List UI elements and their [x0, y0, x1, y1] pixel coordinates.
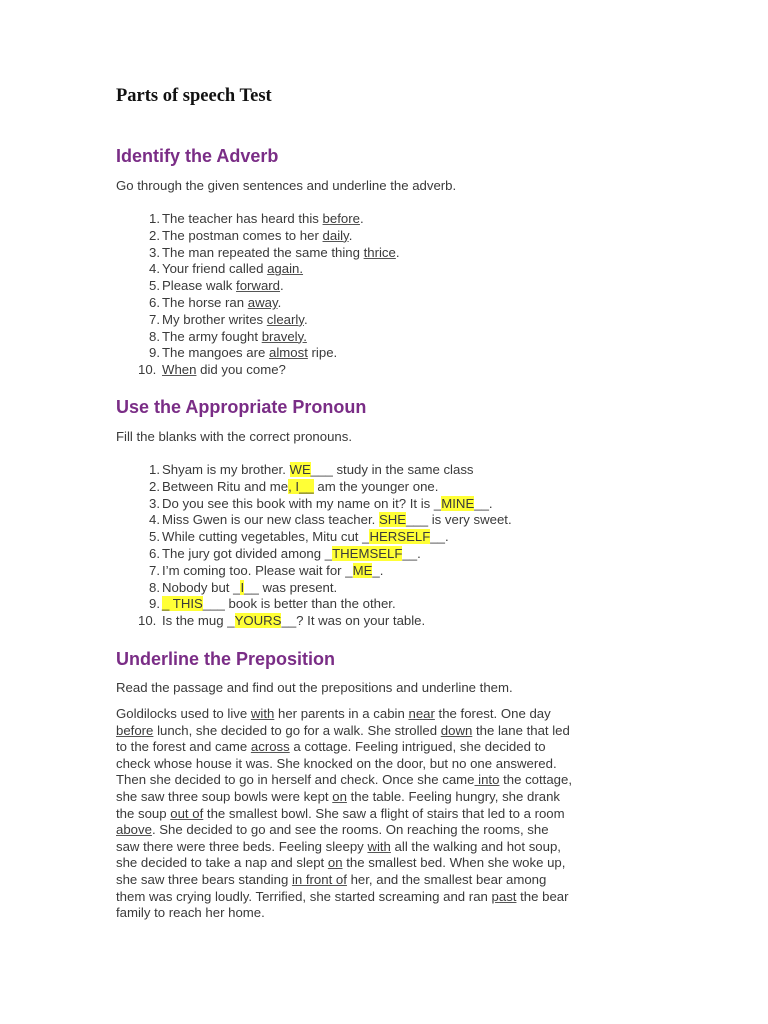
- passage-text: lunch, she decided to go for a walk. She strolled: [153, 722, 441, 738]
- underlined-preposition: on: [332, 788, 347, 804]
- passage-line: [116, 789, 656, 806]
- passage-text: the smallest bed. When she woke up,: [342, 855, 566, 871]
- sentence-text: I’m coming too. Please wait for _: [162, 562, 353, 578]
- underlined-preposition: above: [116, 822, 152, 838]
- sentence-text: ripe.: [307, 345, 338, 361]
- underlined-preposition: near: [408, 706, 435, 721]
- underlined-adverb: bravely.: [261, 328, 307, 344]
- underlined-adverb: away: [247, 294, 278, 310]
- sentence-text: .: [348, 227, 353, 243]
- adverb-instruction: Go through the given sentences and underline the adverb.: [116, 178, 457, 193]
- passage-text: the cottage,: [499, 772, 573, 788]
- passage-text: to the forest and came: [116, 739, 251, 755]
- passage-line: [116, 772, 656, 789]
- heading-appropriate-pronoun: Use the Appropriate Pronoun: [116, 397, 367, 417]
- item-number: 10.: [138, 362, 157, 378]
- underlined-adverb: When: [162, 362, 197, 378]
- sentence-text: _.: [372, 562, 384, 578]
- item-number: 7.: [149, 562, 160, 578]
- passage-text: Goldilocks used to live: [116, 706, 251, 721]
- underlined-adverb: almost: [269, 345, 308, 361]
- list-item: [116, 312, 400, 329]
- underlined-preposition: into: [474, 772, 500, 788]
- sentence-text: The jury got divided among _: [162, 545, 333, 561]
- sentence-text: .: [395, 244, 400, 260]
- item-number: 8.: [149, 328, 160, 344]
- item-number: 2.: [149, 227, 160, 243]
- sentence-text: Between Ritu and me: [162, 478, 289, 494]
- sentence-text: The mangoes are: [162, 345, 270, 361]
- item-number: 1.: [149, 462, 160, 477]
- highlighted-pronoun: YOURS: [234, 613, 282, 629]
- list-item: [116, 278, 400, 295]
- passage-text: the lane that led: [472, 722, 570, 738]
- underlined-adverb: thrice: [363, 244, 396, 260]
- list-item: [116, 479, 512, 496]
- highlighted-pronoun: MINE: [441, 495, 475, 511]
- adverb-list: [116, 211, 400, 379]
- passage-text: family to reach her home.: [116, 905, 265, 921]
- sentence-text: The horse ran: [162, 294, 248, 310]
- underlined-preposition: in front of: [291, 871, 347, 887]
- passage-line: [116, 806, 656, 823]
- passage-text: saw there were three beds. Feeling sleepy: [116, 838, 368, 854]
- sentence-text: am the younger one.: [313, 478, 439, 494]
- passage-line: [116, 905, 656, 922]
- sentence-text: Nobody but _: [162, 579, 241, 595]
- underlined-preposition: down: [440, 722, 473, 738]
- list-item: [116, 245, 400, 262]
- underlined-adverb: clearly: [266, 311, 304, 327]
- underlined-preposition: across: [250, 739, 290, 755]
- passage-line: [116, 872, 656, 889]
- sentence-text: ___ is very sweet.: [406, 512, 512, 528]
- highlighted-pronoun: I: [240, 579, 245, 595]
- list-item: [116, 563, 512, 580]
- heading-identify-adverb: Identify the Adverb: [116, 146, 279, 166]
- sentence-text: Please walk: [162, 278, 237, 294]
- list-item: [116, 261, 400, 278]
- sentence-text: __.: [474, 495, 493, 511]
- sentence-text: Is the mug _: [162, 613, 235, 629]
- passage-text: a cottage. Feeling intrigued, she decided to: [289, 739, 546, 755]
- item-number: 5.: [149, 278, 160, 294]
- sentence-text: __.: [402, 545, 421, 561]
- underlined-preposition: on: [327, 855, 343, 871]
- list-item: [116, 529, 512, 546]
- passage-line: [116, 822, 656, 839]
- sentence-text: Your friend called: [162, 261, 268, 277]
- passage-text: the soup: [116, 805, 171, 821]
- item-number: 4.: [149, 512, 160, 528]
- passage-text: Then she decided to go in herself and check. Once she came: [116, 772, 475, 788]
- sentence-text: The teacher has heard this: [162, 211, 323, 226]
- item-number: 9.: [149, 596, 160, 612]
- passage-text: the table. Feeling hungry, she drank: [346, 788, 561, 804]
- highlighted-pronoun: SHE: [378, 512, 407, 528]
- item-number: 6.: [149, 294, 160, 310]
- highlighted-pronoun: , I__: [288, 478, 314, 494]
- preposition-passage: [116, 706, 656, 922]
- preposition-instruction: Read the passage and find out the prepositions and underline them.: [116, 680, 513, 695]
- list-item: [116, 596, 512, 613]
- item-number: 5.: [149, 529, 160, 545]
- list-item: [116, 462, 512, 479]
- list-item: [116, 580, 512, 597]
- passage-text: she saw three soup bowls were kept: [116, 788, 333, 804]
- list-item: [116, 613, 512, 630]
- sentence-text: did you come?: [196, 362, 286, 378]
- sentence-text: While cutting vegetables, Mitu cut _: [162, 529, 370, 545]
- passage-text: she decided to take a nap and slept: [116, 855, 328, 871]
- underlined-preposition: past: [491, 888, 517, 904]
- underlined-adverb: forward: [236, 278, 281, 294]
- sentence-text: The army fought: [162, 328, 262, 344]
- list-item: [116, 329, 400, 346]
- item-number: 3.: [149, 495, 160, 511]
- list-item: [116, 512, 512, 529]
- sentence-text: ___ study in the same class: [310, 462, 474, 477]
- item-number: 6.: [149, 545, 160, 561]
- passage-line: [116, 739, 656, 756]
- list-item: [116, 211, 400, 228]
- passage-text: the smallest bowl. She saw a flight of stairs that led to a room: [203, 805, 565, 821]
- item-number: 1.: [149, 211, 160, 226]
- list-item: [116, 228, 400, 245]
- sentence-text: .: [280, 278, 284, 294]
- list-item: [116, 345, 400, 362]
- passage-line: [116, 889, 656, 906]
- sentence-text: __? It was on your table.: [281, 613, 426, 629]
- pronoun-instruction: Fill the blanks with the correct pronouns.: [116, 429, 353, 444]
- passage-text: check whose house it was. She knocked on the door, but no one answered.: [116, 755, 557, 771]
- sentence-text: Do you see this book with my name on it? It is _: [162, 495, 442, 511]
- passage-text: her, and the smallest bear among: [346, 871, 547, 887]
- underlined-preposition: with: [250, 706, 275, 721]
- passage-text: them was crying loudly. Terrified, she started screaming and ran: [116, 888, 492, 904]
- sentence-text: .: [303, 311, 308, 327]
- list-item: [116, 496, 512, 513]
- list-item: [116, 295, 400, 312]
- item-number: 9.: [149, 345, 160, 361]
- passage-text: the bear: [516, 888, 569, 904]
- underlined-adverb: again.: [267, 261, 304, 277]
- sentence-text: The postman comes to her: [162, 227, 323, 243]
- passage-line: [116, 839, 656, 856]
- underlined-preposition: before: [116, 722, 154, 738]
- item-number: 7.: [149, 311, 160, 327]
- list-item: [116, 362, 400, 379]
- pronoun-list: [116, 462, 512, 630]
- sentence-text: .: [277, 294, 282, 310]
- sentence-text: .: [359, 211, 364, 226]
- highlighted-pronoun: _ THIS: [162, 596, 203, 612]
- underlined-preposition: with: [367, 838, 391, 854]
- sentence-text: Shyam is my brother.: [162, 462, 290, 477]
- highlighted-pronoun: WE: [289, 462, 311, 477]
- sentence-text: The man repeated the same thing: [162, 244, 364, 260]
- sentence-text: __ was present.: [244, 579, 338, 595]
- passage-line: [116, 756, 656, 773]
- sentence-text: Miss Gwen is our new class teacher.: [162, 512, 379, 528]
- passage-text: all the walking and hot soup,: [390, 838, 561, 854]
- item-number: 2.: [149, 478, 160, 494]
- underlined-adverb: daily: [322, 227, 349, 243]
- underlined-preposition: out of: [170, 805, 204, 821]
- item-number: 3.: [149, 244, 160, 260]
- item-number: 8.: [149, 579, 160, 595]
- highlighted-pronoun: HERSELF: [369, 529, 431, 545]
- highlighted-pronoun: THEMSELF: [332, 545, 403, 561]
- sentence-text: My brother writes: [162, 311, 267, 327]
- passage-text: the forest. One day: [434, 706, 551, 721]
- passage-line: [116, 855, 656, 872]
- passage-text: her parents in a cabin: [274, 706, 409, 721]
- highlighted-pronoun: ME: [352, 562, 373, 578]
- underlined-adverb: before: [322, 211, 360, 226]
- item-number: 4.: [149, 261, 160, 277]
- sentence-text: ___ book is better than the other.: [202, 596, 396, 612]
- list-item: [116, 546, 512, 563]
- passage-text: . She decided to go and see the rooms. On reaching the rooms, she: [151, 822, 549, 838]
- sentence-text: __.: [430, 529, 449, 545]
- item-number: 10.: [138, 613, 157, 629]
- document-title: Parts of speech Test: [116, 86, 272, 106]
- heading-underline-preposition: Underline the Preposition: [116, 649, 336, 669]
- passage-line: [116, 706, 656, 723]
- passage-text: she saw three bears standing: [116, 871, 292, 887]
- passage-line: [116, 723, 656, 740]
